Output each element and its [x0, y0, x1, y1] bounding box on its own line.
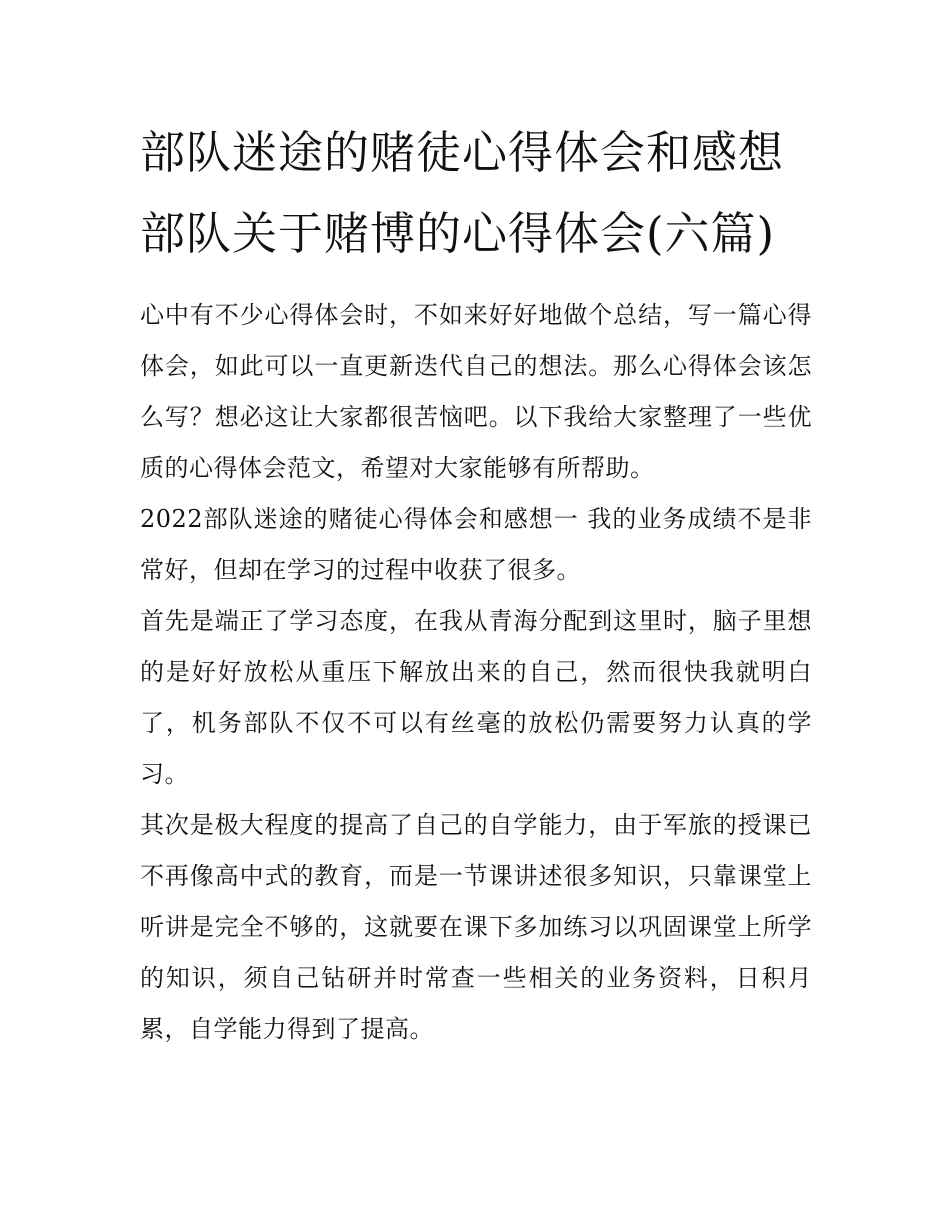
document-content — [140, 112, 812, 1055]
paragraph-self-study: 其次是极大程度的提高了自己的自学能力，由于军旅的授课已不再像高中式的教育，而是一节课讲述很多知识，只靠课堂上听讲是完全不够的，这就要在课下多加练习以巩固课堂上所学的知识，须自己钻研并时常查一些相关的业务资料，日积月累，自学能力得到了提高。 — [140, 811, 812, 1043]
paragraph-section-one: 2022部队迷途的赌徒心得体会和感想一 我的业务成绩不是非常好，但却在学习的过程中收获了很多。 — [140, 505, 812, 584]
paragraph-attitude: 首先是端正了学习态度，在我从青海分配到这里时，脑子里想的是好好放松从重压下解放出来的自己，然而很快我就明白了，机务部队不仅不可以有丝毫的放松仍需要努力认真的学习。 — [140, 607, 812, 788]
document-body — [140, 290, 812, 1055]
document-title: 部队迷途的赌徒心得体会和感想 部队关于赌博的心得体会(六篇) — [140, 126, 785, 260]
paragraph-intro: 心中有不少心得体会时，不如来好好地做个总结，写一篇心得体会，如此可以一直更新迭代自己的想法。那么心得体会该怎么写？想必这让大家都很苦恼吧。以下我给大家整理了一些优质的心得体会范文，希望对大家能够有所帮助。 — [140, 301, 812, 482]
